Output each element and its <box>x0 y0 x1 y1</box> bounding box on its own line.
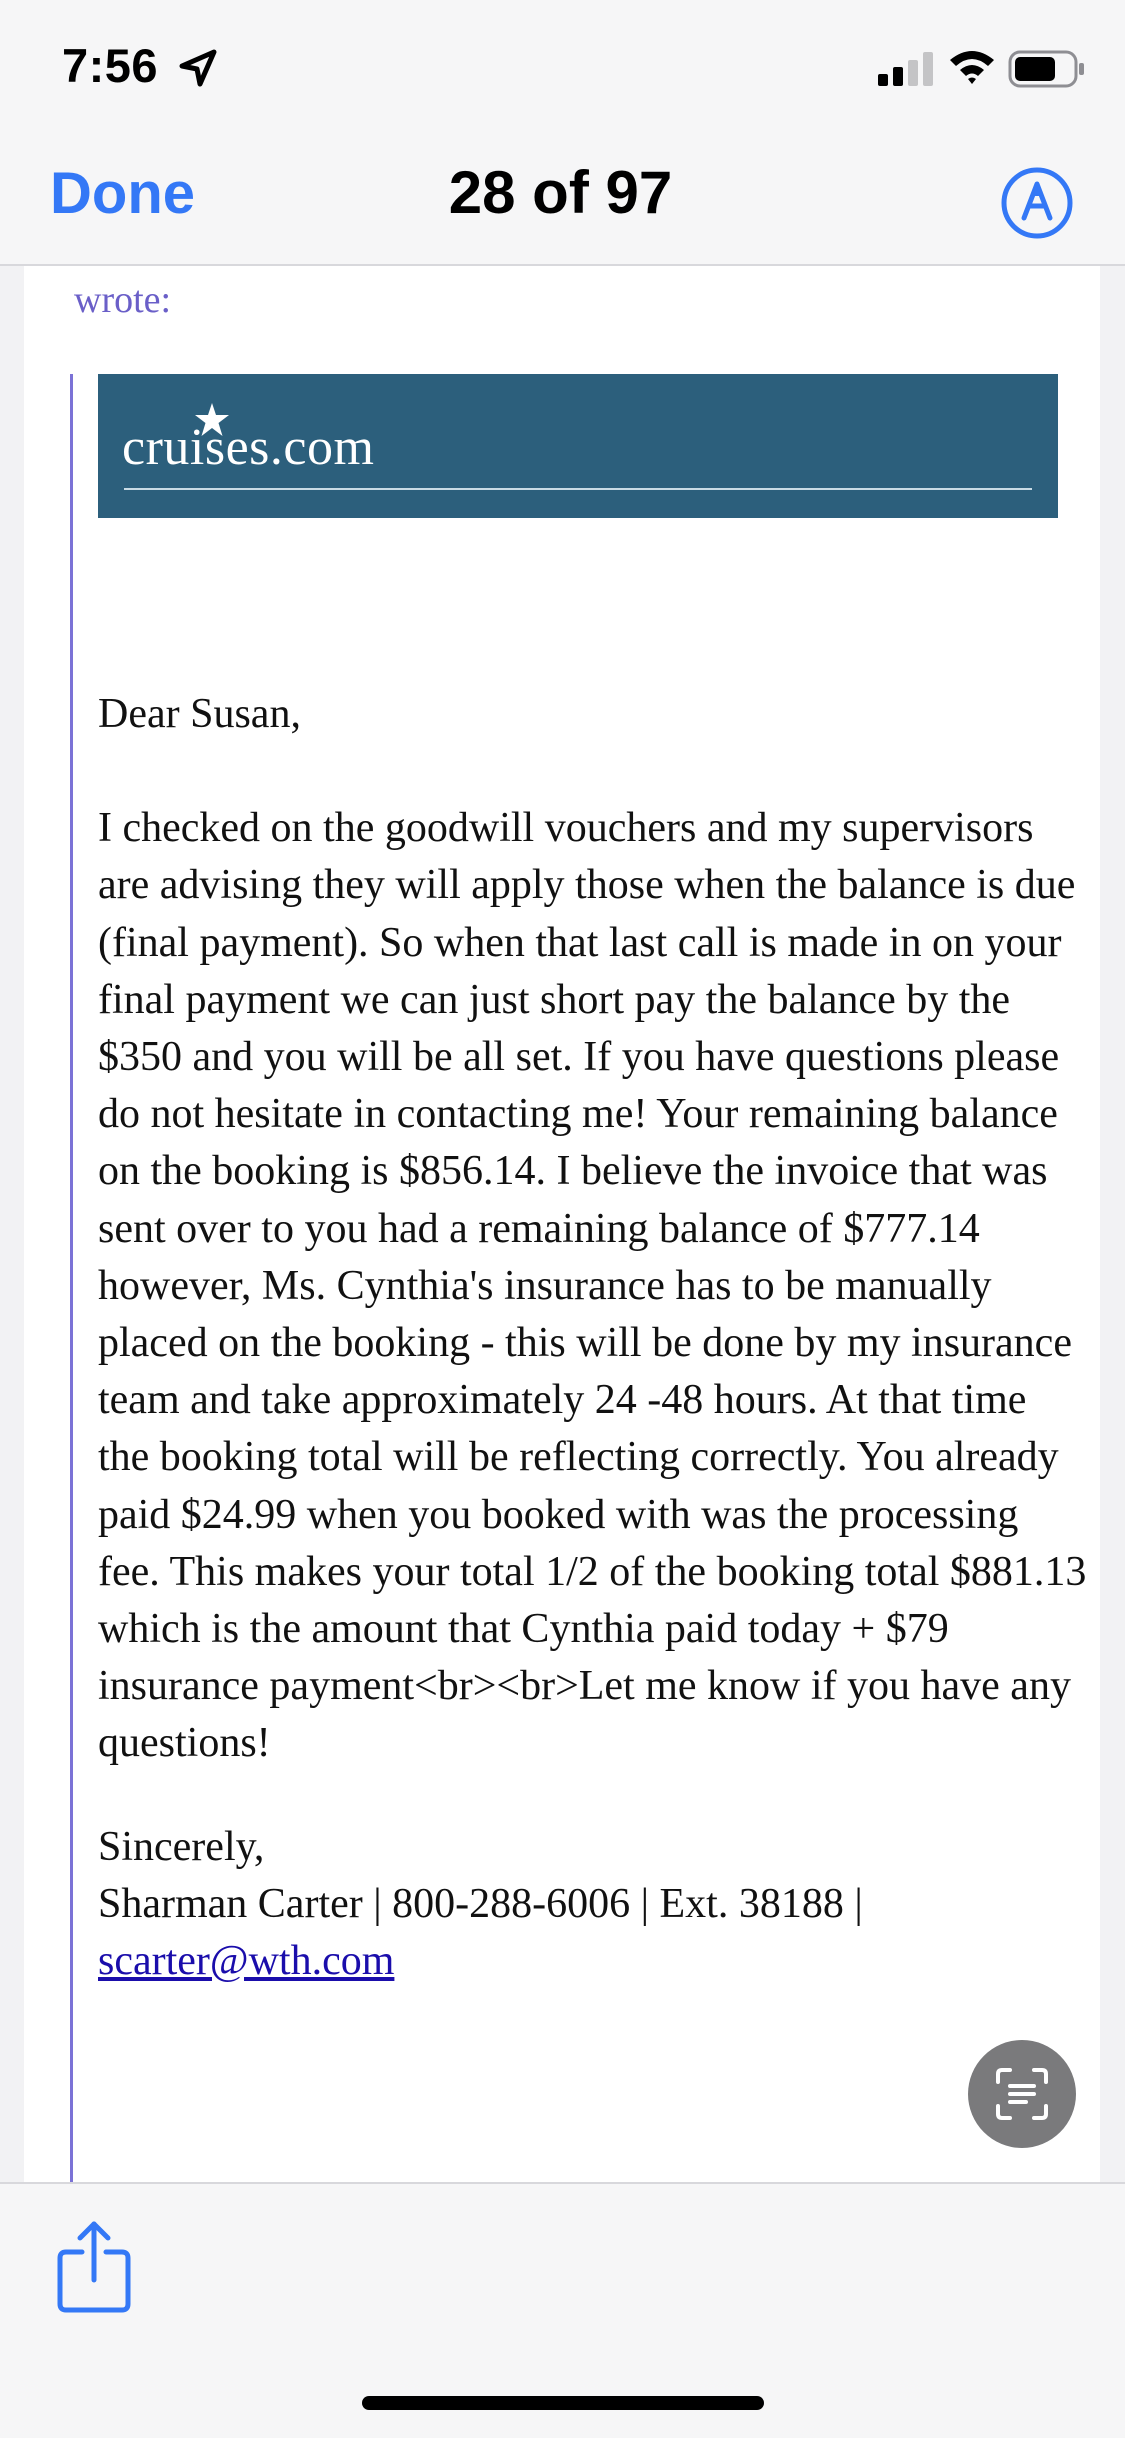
signature-line: Sharman Carter | 800-288-6006 | Ext. 38188 | <box>98 1880 863 1927</box>
page-counter <box>0 158 1125 227</box>
done-button[interactable]: Done <box>50 161 195 226</box>
status-time: 7:56 <box>62 39 159 92</box>
battery-icon <box>1008 50 1086 88</box>
closing: Sincerely, <box>98 1823 265 1870</box>
email-body <box>98 686 1088 1990</box>
banner-divider <box>124 488 1032 490</box>
wifi-icon <box>948 48 996 86</box>
live-text-button[interactable] <box>968 2040 1076 2148</box>
wrote-label: wrote: <box>74 279 172 321</box>
share-icon[interactable] <box>54 2218 134 2314</box>
markup-pen-icon[interactable] <box>1000 166 1074 240</box>
cruises-banner <box>98 374 1058 518</box>
status-bar <box>0 0 1125 132</box>
email-link[interactable]: scarter@wth.com <box>98 1938 395 1985</box>
live-text-icon <box>994 2066 1050 2122</box>
email-page[interactable] <box>24 266 1100 2182</box>
greeting: Dear Susan, <box>98 691 301 737</box>
banner-logo-text: cruises.com <box>122 419 375 476</box>
home-indicator[interactable] <box>362 2396 764 2410</box>
location-arrow-icon <box>178 48 218 88</box>
nav-bar <box>0 132 1125 266</box>
quote-bar <box>70 374 73 2182</box>
cellular-signal-icon <box>878 52 936 86</box>
message-body: I checked on the goodwill vouchers and my supervisors are advising they will apply those when the balance is due (final payment). So when that last call is made in on your final payment we can just short pay the balance by the $350 and you will be all set. If you have questions please do not hesitate in contacting me! Your remaining balance on the booking is $856.14. I believe the invoice that was sent over to you had a remaining balance of $777.14 however, Ms. Cynthia's insurance has to be manually placed on the booking - this will be done by my insurance team and take approximately 24 -48 hours. At that time the booking total will be reflecting correctly. You already paid $24.99 when you booked with was the processing fee. This makes your total 1/2 of the booking total $881.13 which is the amount that Cynthia paid today + $79 insurance payment<br><br>Let me know if you have any questions! <box>98 805 1087 1767</box>
page-counter-label: 28 of 97 <box>448 159 673 226</box>
